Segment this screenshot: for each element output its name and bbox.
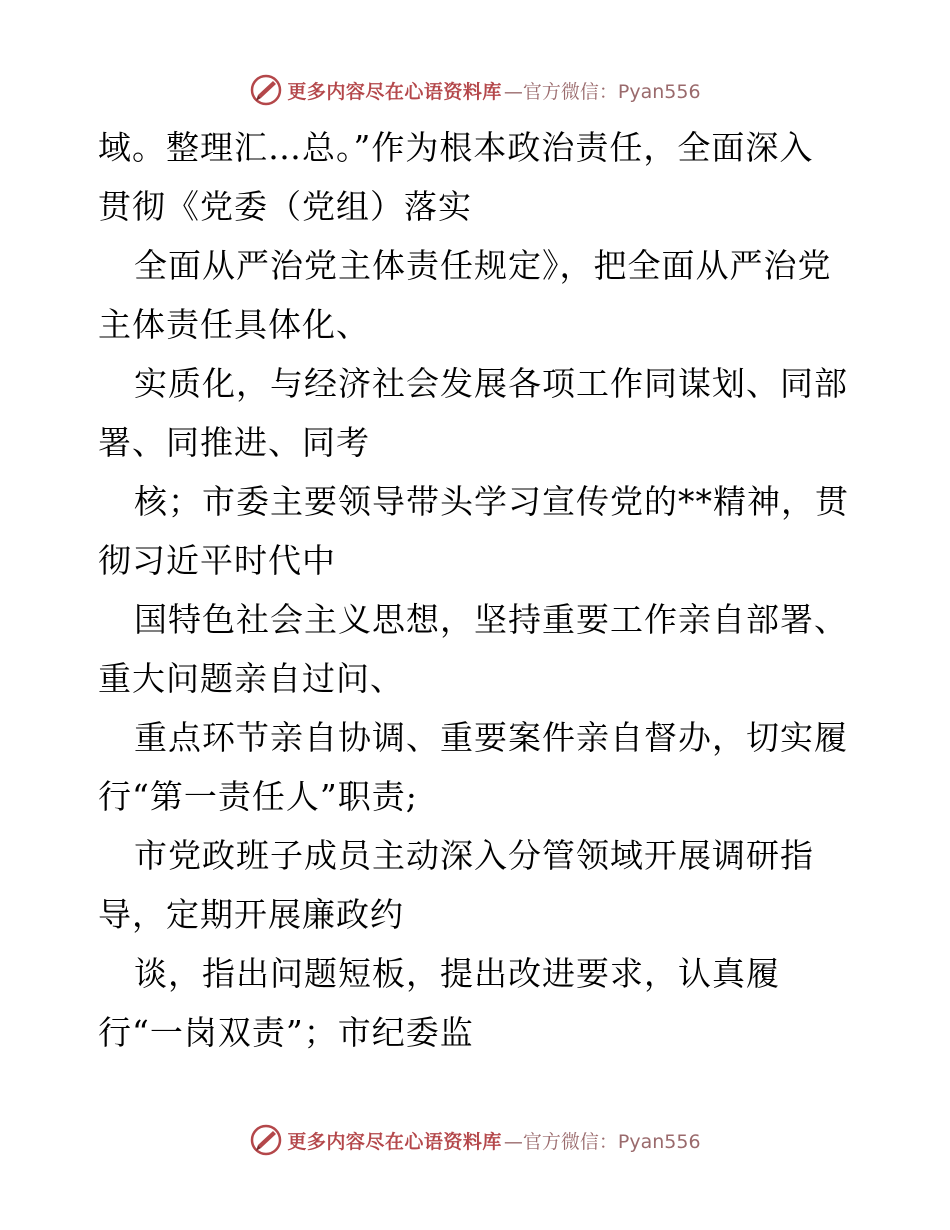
footer-wechat-text: —官方微信：Pyan556 bbox=[503, 1130, 701, 1153]
body-line: 署、同推进、同考 bbox=[98, 423, 370, 462]
body-line: 全面从严治党主体责任规定》，把全面从严治党 bbox=[134, 246, 832, 285]
body-line: 国特色社会主义思想，坚持重要工作亲自部署、 bbox=[134, 600, 848, 639]
brand-logo-icon bbox=[249, 1123, 283, 1157]
body-line: 谈，指出问题短板，提出改进要求，认真履 bbox=[134, 954, 780, 993]
body-line: 域。整理汇…总。”作为根本政治责任，全面深入 bbox=[98, 128, 814, 167]
header-brand-text: 更多内容尽在心语资料库 bbox=[287, 80, 502, 103]
body-line: 彻习近平时代中 bbox=[98, 541, 336, 580]
body-line: 行“第一责任人”职责; bbox=[98, 777, 418, 816]
body-line: 重点环节亲自协调、重要案件亲自督办，切实履 bbox=[134, 718, 848, 757]
body-line: 市党政班子成员主动深入分管领域开展调研指 bbox=[134, 836, 814, 875]
body-line: 主体责任具体化、 bbox=[98, 305, 370, 344]
body-line: 导，定期开展廉政约 bbox=[98, 895, 404, 934]
footer-banner bbox=[0, 1120, 950, 1160]
body-line: 实质化，与经济社会发展各项工作同谋划、同部 bbox=[134, 364, 848, 403]
footer-brand-text: 更多内容尽在心语资料库 bbox=[287, 1130, 502, 1153]
body-line: 重大问题亲自过问、 bbox=[98, 659, 404, 698]
header-wechat-text: —官方微信：Pyan556 bbox=[503, 80, 701, 103]
document-body bbox=[98, 118, 858, 1062]
body-line: 行“一岗双责”；市纪委监 bbox=[98, 1013, 474, 1052]
body-line: 贯彻《党委（党组）落实 bbox=[98, 187, 472, 226]
body-line: 核；市委主要领导带头学习宣传党的**精神，贯 bbox=[134, 482, 849, 521]
header-banner bbox=[0, 70, 950, 110]
brand-logo-icon bbox=[249, 73, 283, 107]
